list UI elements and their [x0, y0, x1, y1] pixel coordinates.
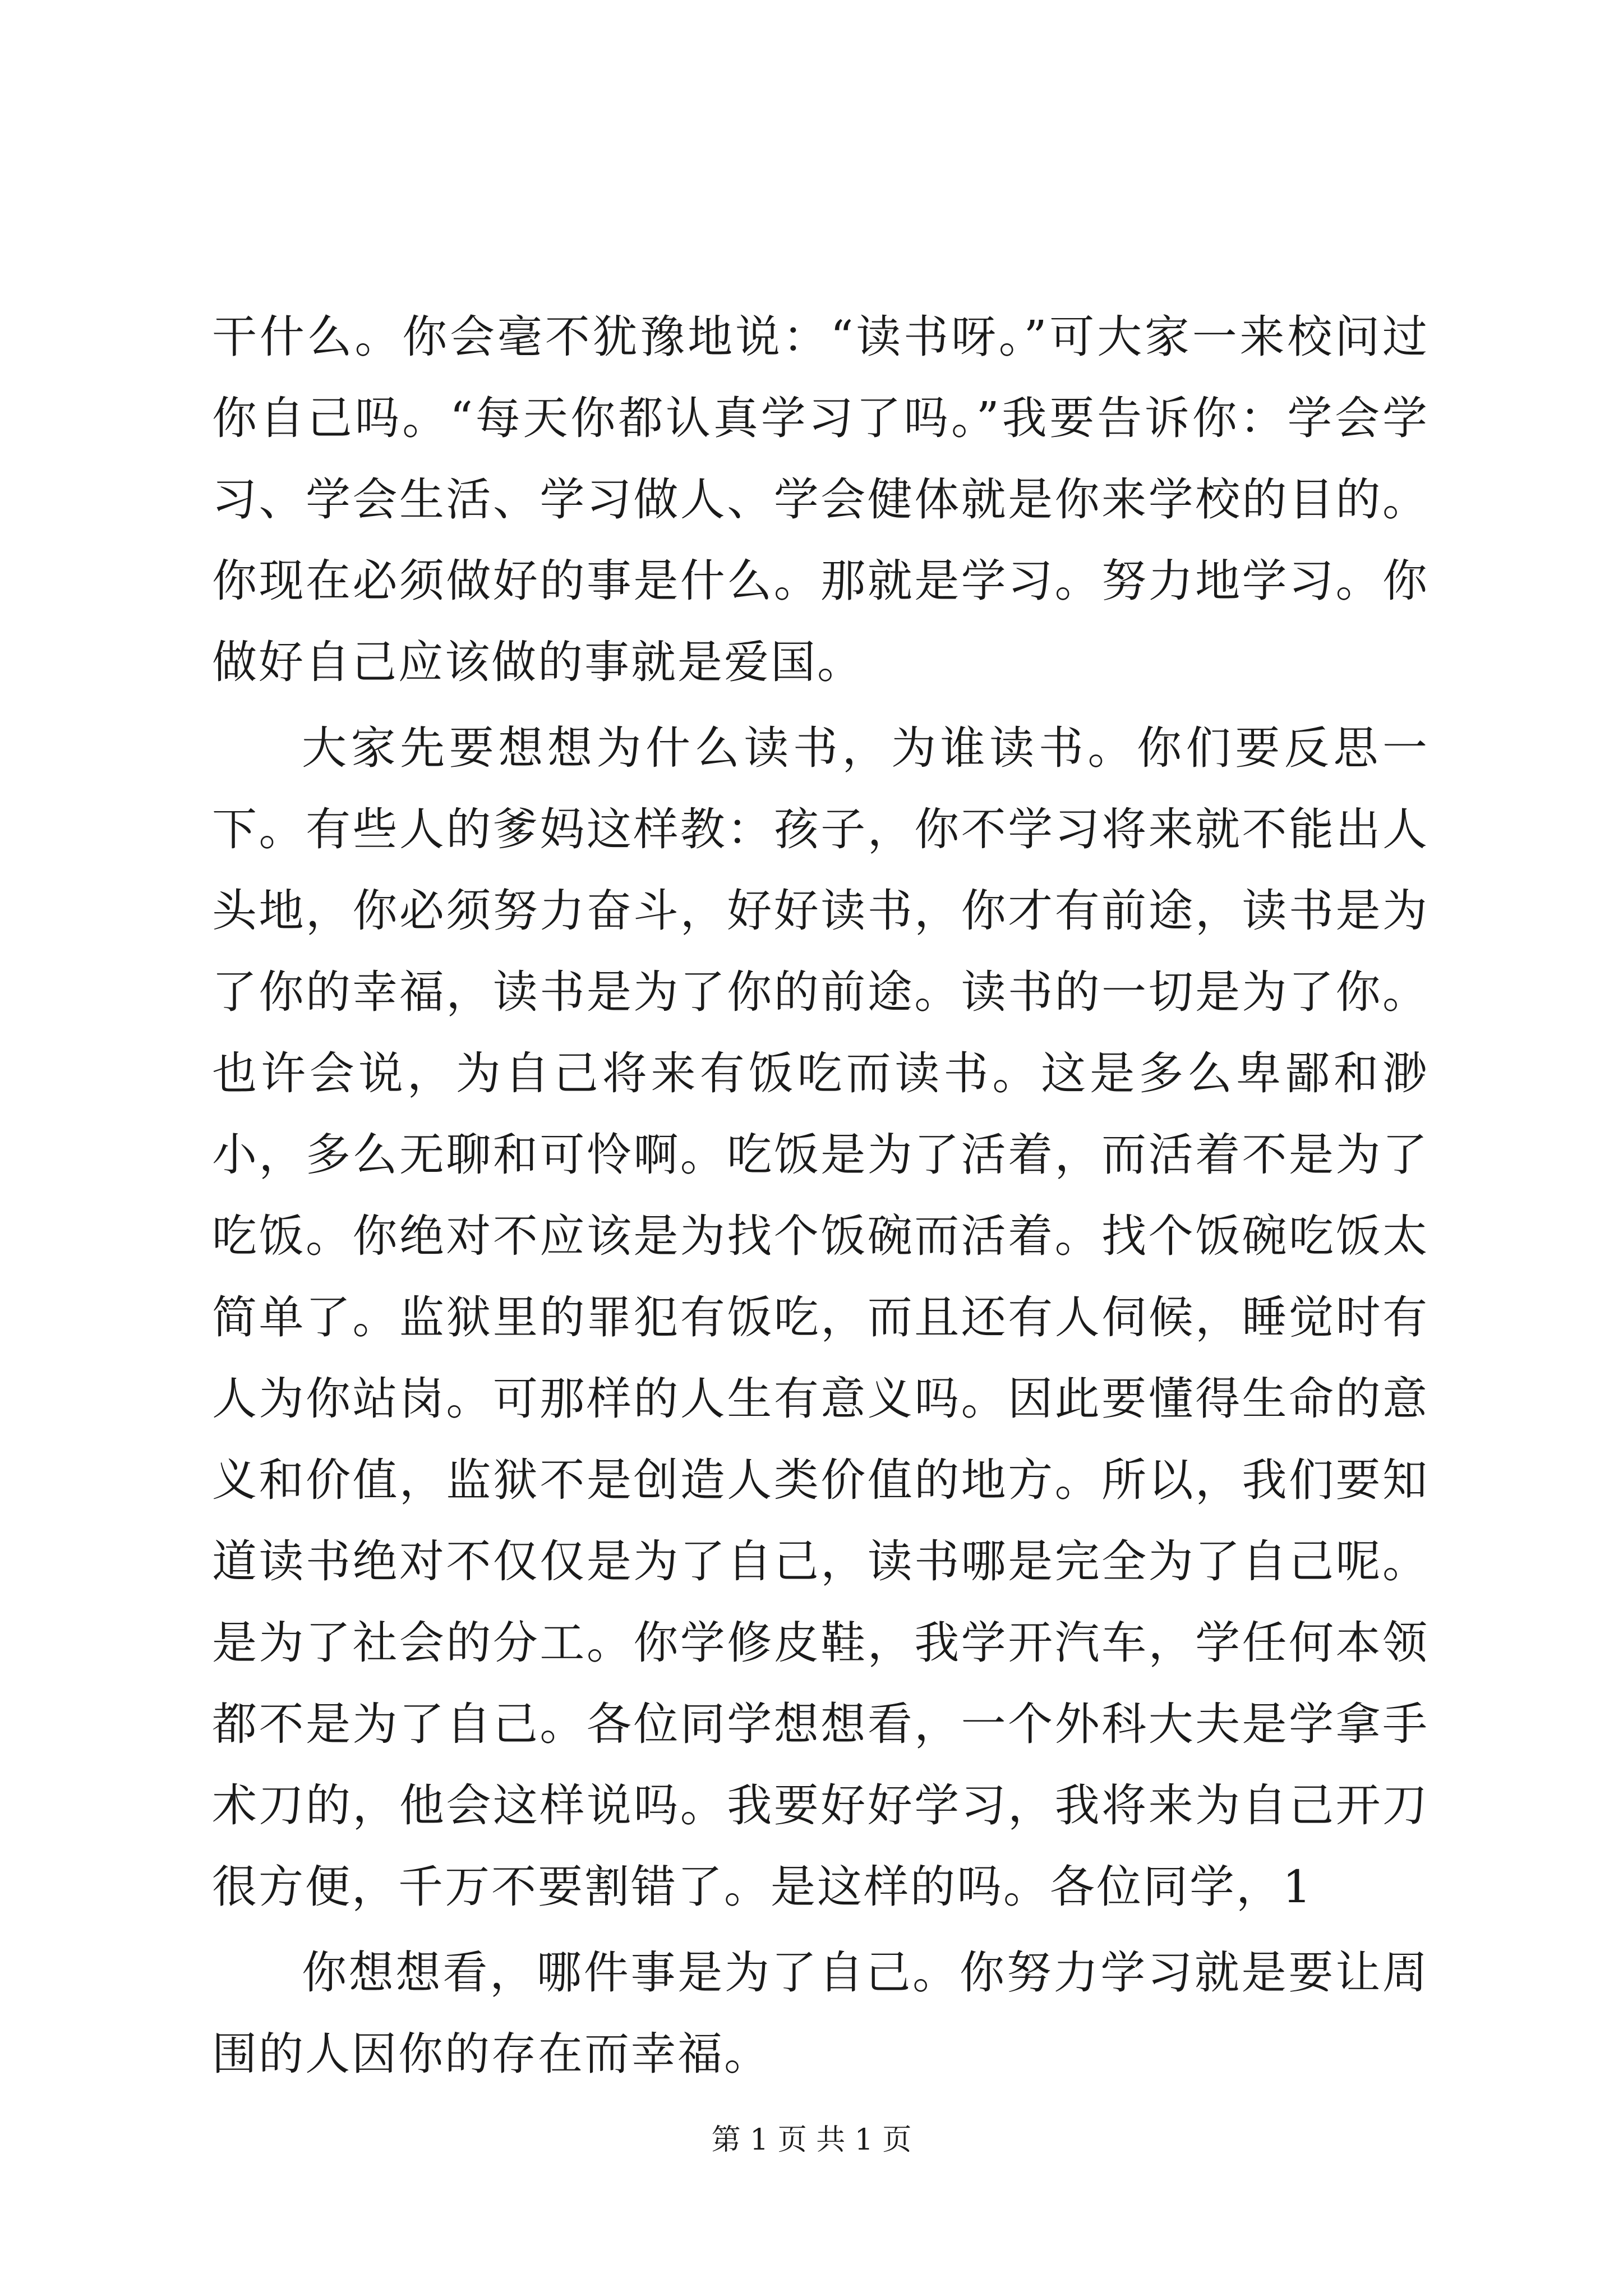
- paragraph-3: 你想想看，哪件事是为了自己。你努力学习就是要让周围的人因你的存在而幸福。: [212, 1947, 1429, 2080]
- paragraph-1: 干什么。你会毫不犹豫地说：“读书呀。”可大家一来校问过你自己吗。“每天你都认真学习了吗。”我要告诉你：学会学习、学会生活、学习做人、学会健体就是你来学校的目的。你现在必须做好的事是什么。那就是学习。努力地学习。你做好自己应该做的事就是爱国。: [212, 311, 1429, 688]
- paragraph-2: 大家先要想想为什么读书，为谁读书。你们要反思一下。有些人的爹妈这样教：孩子，你不学习将来就不能出人头地，你必须努力奋斗，好好读书，你才有前途，读书是为了你的幸福，读书是为了你的前途。读书的一切是为了你。也许会说，为自己将来有饭吃而读书。这是多么卑鄙和渺小，多么无聊和可怜啊。吃饭是为了活着，而活着不是为了吃饭。你绝对不应该是为找个饭碗而活着。找个饭碗吃饭太简单了。监狱里的罪犯有饭吃，而且还有人伺候，睡觉时有人为你站岗。可那样的人生有意义吗。因此要懂得生命的意义和价值，监狱不是创造人类价值的地方。所以，我们要知道读书绝对不仅仅是为了自己，读书哪是完全为了自己呢。是为了社会的分工。你学修皮鞋，我学开汽车，学任何本领都不是为了自己。各位同学想想看，一个外科大夫是学拿手术刀的，他会这样说吗。我要好好学习，我将来为自己开刀很方便，千万不要割错了。是这样的吗。各位同学，1: [212, 722, 1429, 1913]
- document-body: [212, 296, 1429, 2099]
- page-footer: 第 1 页 共 1 页: [711, 2123, 912, 2157]
